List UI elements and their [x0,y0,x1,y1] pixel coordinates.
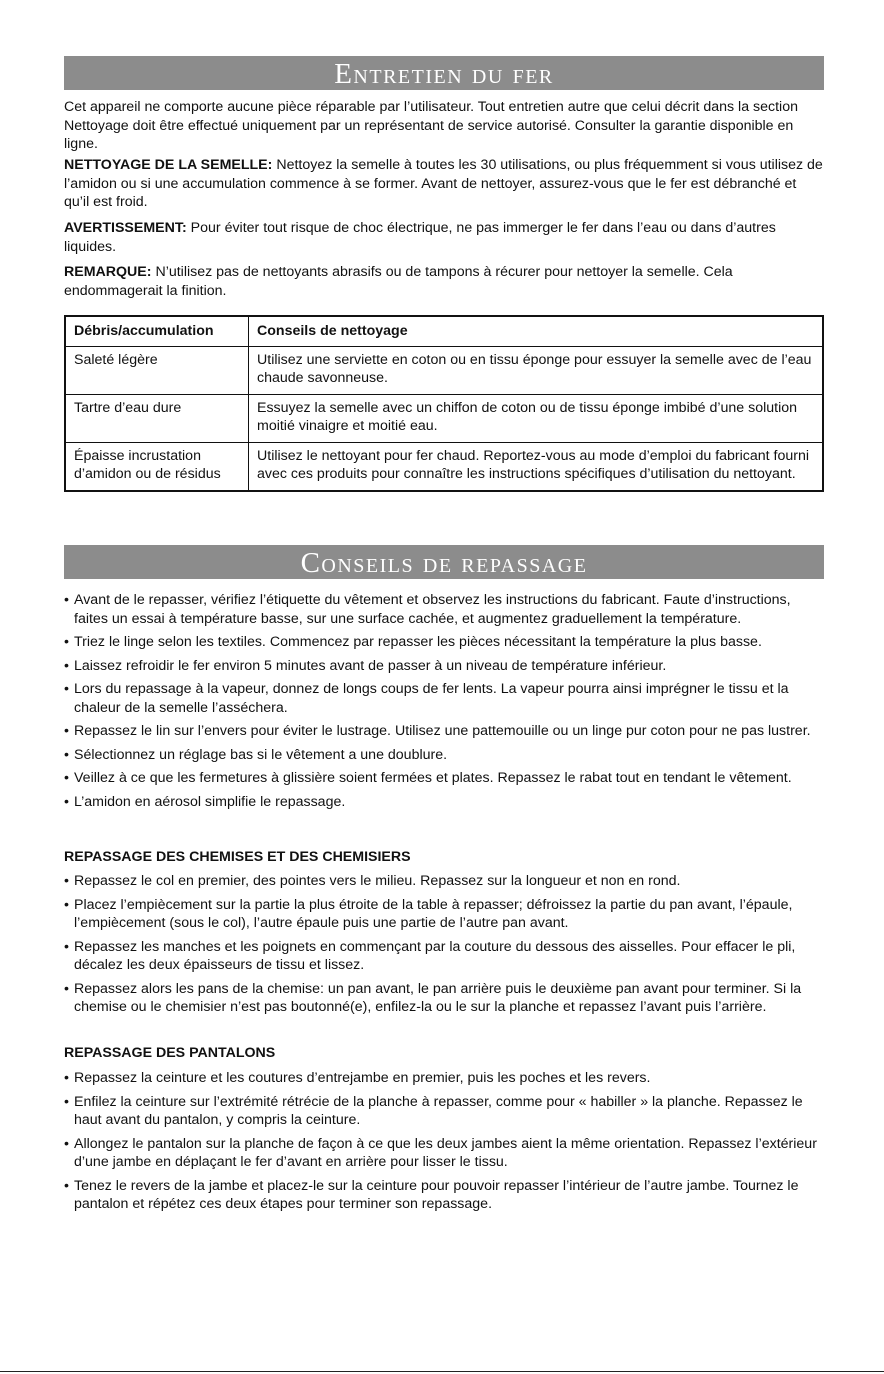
bullet-glyph: • [64,770,69,786]
list-item [64,793,824,812]
list-item [64,1177,824,1214]
ironing-tips-list [64,591,824,816]
table-cell-debris: Saleté légère [65,346,249,394]
table-header-debris: Débris/accumulation [65,316,249,346]
list-item-text: Placez l’empiècement sur la partie la plus étroite de la table à repasser; défroissez la partie du pan avant, l’épaule, l’empiècement (sous le col), l’autre épaule puis une partie de l’autre pan avant. [74,896,793,931]
bullet-glyph: • [64,746,69,763]
list-item-text: Veillez à ce que les fermetures à glissière soient fermées et plates. Repassez le rabat tout en tendant le vêtement. [74,770,792,786]
bullet-glyph: • [64,793,69,810]
list-item [64,1069,824,1088]
note-text: N’utilisez pas de nettoyants abrasifs ou de tampons à récurer pour nettoyer la semelle. Cela endommagerait la finition. [64,264,733,299]
shirts-heading: REPASSAGE DES CHEMISES ET DES CHEMISIERS [64,849,411,865]
section-title-repassage: Conseils de repassage [64,545,824,579]
warning-label: AVERTISSEMENT: [64,220,187,236]
note-paragraph [64,263,824,300]
list-item-text: L’amidon en aérosol simplifie le repassage. [74,793,346,810]
table-cell-tip: Essuyez la semelle avec un chiffon de coton ou de tissu éponge imbibé d’une solution moitié vinaigre et moitié eau. [249,394,824,442]
list-item [64,1135,824,1172]
bullet-glyph: • [64,873,69,889]
pants-list [64,1069,824,1219]
bullet-glyph: • [64,592,69,608]
cleaning-paragraph [64,156,824,212]
list-item [64,872,824,891]
list-item-text: Sélectionnez un réglage bas si le vêtement a une doublure. [74,746,448,763]
list-item-text: Allongez le pantalon sur la planche de façon à ce que les deux jambes aient la même orientation. Repassez l’extérieur d’une jambe en déplaçant le fer d’avant en arrière pour lisser le tissu. [74,1135,817,1170]
list-item [64,680,824,717]
list-item-text: Tenez le revers de la jambe et placez-le sur la ceinture pour pouvoir repasser l’intérieur de l’autre jambe. Tournez le pantalon et répétez ces deux étapes pour terminer son repassage. [74,1177,799,1212]
list-item [64,769,824,788]
bullet-glyph: • [64,1093,69,1110]
list-item [64,722,824,741]
list-item-text: Laissez refroidir le fer environ 5 minutes avant de passer à un niveau de température inférieur. [74,657,667,674]
list-item [64,980,824,1017]
shirts-list [64,872,824,1022]
list-item [64,657,824,676]
list-item-text: Repassez le col en premier, des pointes vers le milieu. Repassez sur la longueur et non en rond. [74,873,681,889]
table-cell-tip: Utilisez une serviette en coton ou en tissu éponge pour essuyer la semelle avec de l’eau chaude savonneuse. [249,346,824,394]
list-item-text: Repassez les manches et les poignets en commençant par la couture du dessous des aisselles. Pour effacer le pli, décalez les deux épaisseurs de tissu et lissez. [74,938,796,973]
warning-paragraph [64,219,824,256]
bullet-glyph: • [64,896,69,913]
intro-paragraph: Cet appareil ne comporte aucune pièce réparable par l’utilisateur. Tout entretien autre que celui décrit dans la section Nettoyage doit être effectué uniquement par un représentant de service autorisé. Consulter la garantie disponible en ligne. [64,99,798,152]
table-header-tips: Conseils de nettoyage [249,316,824,346]
list-item-text: Lors du repassage à la vapeur, donnez de longs coups de fer lents. La vapeur pourra ainsi imprégner le tissu et la chaleur de la semelle l’asséchera. [74,681,789,716]
list-item [64,633,824,652]
table-row [65,346,823,394]
list-item [64,746,824,765]
bullet-glyph: • [64,634,69,650]
bullet-glyph: • [64,980,69,997]
list-item-text: Repassez la ceinture et les coutures d’entrejambe en premier, puis les poches et les revers. [74,1070,651,1086]
bullet-glyph: • [64,681,69,697]
list-item-text: Avant de le repasser, vérifiez l’étiquette du vêtement et observez les instructions du fabricant. Faute d’instructions, faites un essai à température basse, sur une surface cachée, et augmentez graduellement la température. [74,592,791,627]
bullet-glyph: • [64,1177,69,1194]
table-header-row [65,316,823,346]
list-item-text: Repassez le lin sur l’envers pour éviter le lustrage. Utilisez une pattemouille ou un linge pur coton pour ne pas lustrer. [74,723,811,739]
bullet-glyph: • [64,1070,69,1086]
warning-text: Pour éviter tout risque de choc électrique, ne pas immerger le fer dans l’eau ou dans d’autres liquides. [64,220,776,255]
note-label: REMARQUE: [64,264,152,280]
table-row [65,394,823,442]
list-item-text: Enfilez la ceinture sur l’extrémité rétrécie de la planche à repasser, comme pour « habiller » la planche. Repassez le haut avant du pantalon, y compris la ceinture. [74,1093,803,1128]
list-item [64,896,824,933]
table-cell-debris: Tartre d’eau dure [65,394,249,442]
cleaning-text: Nettoyez la semelle à toutes les 30 utilisations, ou plus fréquemment si vous utilisez de l’amidon ou si une accumulation commence à se former. Avant de nettoyer, assurez-vous que le fer est débranché et qu’il est froid. [64,157,823,210]
table-cell-tip: Utilisez le nettoyant pour fer chaud. Reportez-vous au mode d’emploi du fabricant fourni avec ces produits pour connaître les instructions spécifiques d’utilisation du nettoyant. [249,442,824,491]
table-cell-debris: Épaisse incrustation d’amidon ou de résidus [65,442,249,491]
list-item-text: Repassez alors les pans de la chemise: un pan avant, le pan arrière puis le deuxième pan avant pour terminer. Si la chemise ou le chemisier n’est pas boutonné(e), enfilez-la ou le sur la planche et repassez l’avant puis l’arrière. [74,980,802,1015]
cleaning-label: NETTOYAGE DE LA SEMELLE: [64,157,273,173]
bullet-glyph: • [64,657,69,674]
cleaning-table [64,315,824,492]
bullet-glyph: • [64,723,69,739]
list-item [64,591,824,628]
bullet-glyph: • [64,1135,69,1152]
bullet-glyph: • [64,938,69,955]
list-item [64,938,824,975]
section-title-entretien: Entretien du fer [64,56,824,90]
table-row [65,442,823,491]
list-item-text: Triez le linge selon les textiles. Commencez par repasser les pièces nécessitant la température la plus basse. [74,634,762,650]
page-bottom-rule [0,1371,884,1372]
list-item [64,1093,824,1130]
pants-heading: REPASSAGE DES PANTALONS [64,1045,276,1061]
